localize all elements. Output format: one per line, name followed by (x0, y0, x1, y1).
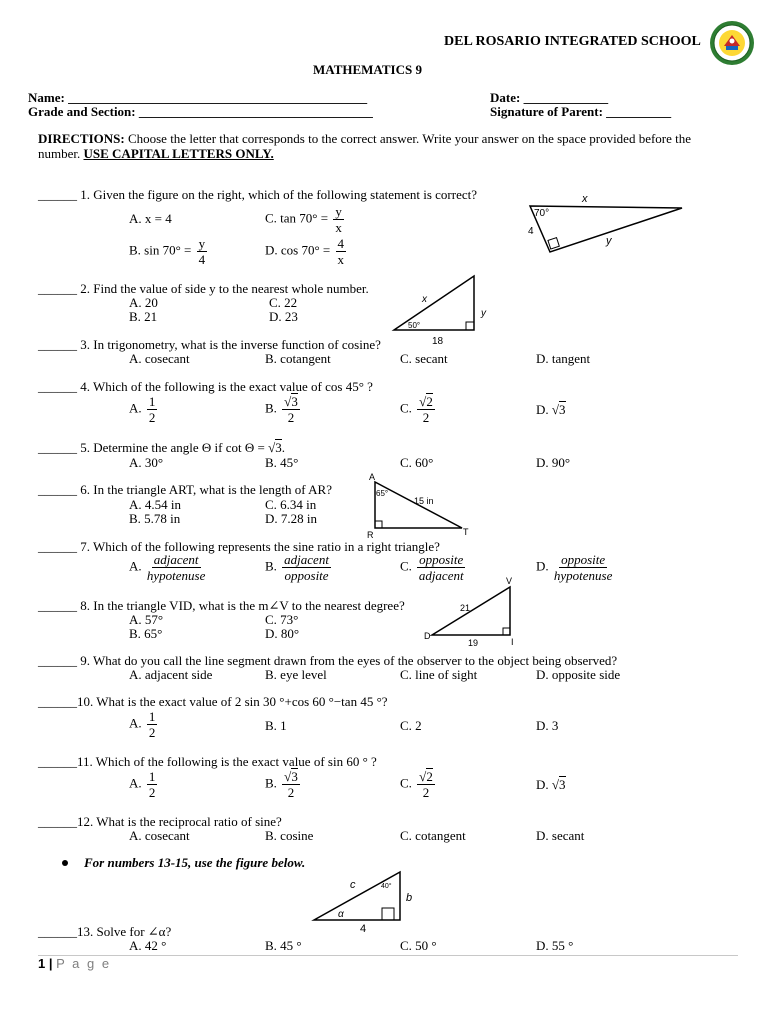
q6-label-t: T (463, 527, 469, 537)
q13-option-b: B. 45 ° (265, 938, 302, 953)
fig13-label-b: b (406, 892, 413, 904)
q7-option-c: C. $\frac{\text{opposite}}{\text{adjacent}}$ (400, 552, 464, 583)
question-2-stem: ______ 2. Find the value of side y to the nearest whole number. (38, 281, 369, 296)
q3-option-a: A. cosecant (129, 351, 190, 366)
q9-option-c: C. line of sight (400, 667, 478, 682)
q9-option-d: D. opposite side (536, 667, 621, 682)
q4-option-d: D. √3 (536, 402, 566, 417)
q1-label-side: 4 (528, 226, 534, 237)
q10-option-a: A. $\frac{1}{2}$ (129, 709, 156, 740)
directions-line-2: number. USE CAPITAL LETTERS ONLY. (38, 146, 274, 161)
q8-label-hyp: 21 (460, 603, 471, 613)
q8-label-d: D (424, 631, 431, 641)
q13-option-d: D. 55 ° (536, 938, 574, 953)
fig13-label-angle: 40° (381, 883, 392, 890)
q12-option-b: B. cosine (265, 828, 314, 843)
question-4-stem: ______ 4. Which of the following is the exact value of cos 45° ? (38, 379, 373, 394)
q5-option-b: B. 45° (265, 455, 299, 470)
q8-option-b: B. 65° (129, 626, 163, 641)
q3-option-b: B. cotangent (265, 351, 331, 366)
q6-label-r: R (367, 530, 374, 540)
q1-option-b: B. sin 70° = $\frac{y}{4}$ (129, 236, 206, 267)
q13-option-a: A. 42 ° (129, 938, 167, 953)
q8-option-d: D. 80° (265, 626, 300, 641)
q6-option-a: A. 4.54 in (129, 497, 181, 512)
q4-option-a: A. $\frac{1}{2}$ (129, 394, 156, 425)
q2-label-base: 18 (432, 336, 444, 347)
q2-option-c: C. 22 (269, 295, 298, 310)
q2-option-b: B. 21 (129, 309, 158, 324)
question-5-stem: ______ 5. Determine the angle Θ if cot Θ = √3. (38, 440, 285, 455)
grade-section-field: Grade and Section: ____________________________________ (28, 104, 373, 119)
fig13-label-c: c (350, 879, 356, 891)
question-7-stem: ______ 7. Which of the following represents the sine ratio in a right triangle? (38, 539, 440, 554)
q4-option-c: C. $\frac{√2}{2}$ (400, 394, 433, 425)
q6-option-d: D. 7.28 in (265, 511, 317, 526)
q6-triangle-figure (366, 472, 476, 540)
question-3-stem: ______ 3. In trigonometry, what is the inverse function of cosine? (38, 337, 381, 352)
q1-triangle-figure (520, 192, 690, 262)
q7-option-d: D. $\frac{\text{opposite}}{\text{hypotenuse}}$ (536, 552, 613, 583)
q12-option-c: C. cotangent (400, 828, 466, 843)
school-seal-logo (708, 20, 756, 66)
note-bullet (62, 860, 68, 866)
q5-option-d: D. 90° (536, 455, 571, 470)
question-1-stem: ______ 1. Given the figure on the right, which of the following statement is correct? (38, 187, 477, 202)
q8-label-i: I (511, 637, 514, 647)
q8-triangle-figure (422, 575, 522, 647)
q6-label-angle: 65° (376, 489, 389, 498)
q8-option-a: A. 57° (129, 612, 164, 627)
question-13-stem: ______13. Solve for ∠α? (38, 924, 172, 939)
q12-option-d: D. secant (536, 828, 585, 843)
q9-option-b: B. eye level (265, 667, 327, 682)
q1-option-a: A. x = 4 (129, 211, 172, 226)
q8-option-c: C. 73° (265, 612, 299, 627)
q1-option-d: D. cos 70° = $\frac{4}{x}$ (265, 236, 344, 267)
q8-label-base: 19 (468, 638, 479, 648)
subject-title: MATHEMATICS 9 (313, 62, 422, 77)
q10-option-c: C. 2 (400, 718, 422, 733)
question-10-stem: ______10. What is the exact value of 2 sin 30 °+cos 60 °−tan 45 °? (38, 694, 388, 709)
q2-option-d: D. 23 (269, 309, 298, 324)
q7-option-a: A. $\frac{\text{adjacent}}{\text{hypotenuse}}$ (129, 552, 206, 583)
page-footer: 1 | P a g e (38, 956, 112, 971)
q13-option-c: C. 50 ° (400, 938, 437, 953)
q3-option-c: C. secant (400, 351, 448, 366)
q12-option-a: A. cosecant (129, 828, 190, 843)
q6-option-b: B. 5.78 in (129, 511, 181, 526)
q2-label-angle: 50° (408, 321, 421, 330)
q7-option-b: B. $\frac{\text{adjacent}}{\text{opposite}}$ (265, 552, 329, 583)
q6-label-a: A (369, 472, 376, 482)
q2-label-y: y (481, 308, 486, 319)
q9-option-a: A. adjacent side (129, 667, 213, 682)
q11-option-b: B. $\frac{√3}{2}$ (265, 769, 298, 800)
q1-option-c: C. tan 70° = $\frac{y}{x}$ (265, 204, 342, 235)
q2-option-a: A. 20 (129, 295, 158, 310)
footer-divider (38, 955, 738, 956)
q6-option-c: C. 6.34 in (265, 497, 317, 512)
q1-label-x: x (582, 193, 588, 205)
directions-line-1: DIRECTIONS: Choose the letter that corresponds to the correct answer. Write your answer on the space provided before the (38, 131, 692, 146)
q11-option-a: A. $\frac{1}{2}$ (129, 769, 156, 800)
q10-option-b: B. 1 (265, 718, 287, 733)
fig13-label-base: 4 (360, 923, 367, 935)
question-6-stem: ______ 6. In the triangle ART, what is the length of AR? (38, 482, 332, 497)
date-field: Date: _____________ (490, 90, 609, 105)
parent-signature-field: Signature of Parent: __________ (490, 104, 672, 119)
question-12-stem: ______12. What is the reciprocal ratio of sine? (38, 814, 282, 829)
fig13-label-alpha: α (338, 909, 344, 920)
q11-option-c: C. $\frac{√2}{2}$ (400, 769, 433, 800)
q6-label-hyp: 15 in (414, 496, 434, 506)
q11-option-d: D. √3 (536, 777, 566, 792)
q13-triangle-figure (308, 868, 428, 936)
q4-option-b: B. $\frac{√3}{2}$ (265, 394, 298, 425)
school-name: DEL ROSARIO INTEGRATED SCHOOL (444, 34, 701, 49)
q5-option-c: C. 60° (400, 455, 434, 470)
q2-label-x: x (422, 294, 427, 305)
q1-label-y: y (606, 235, 612, 247)
q8-label-v: V (506, 576, 513, 586)
q1-label-angle: 70° (534, 208, 550, 219)
figure-note: For numbers 13-15, use the figure below. (84, 855, 306, 870)
question-8-stem: ______ 8. In the triangle VID, what is the m∠V to the nearest degree? (38, 598, 405, 613)
question-9-stem: ______ 9. What do you call the line segment drawn from the eyes of the observer to the object being observed? (38, 653, 618, 668)
question-11-stem: ______11. Which of the following is the exact value of sin 60 ° ? (38, 754, 377, 769)
q3-option-d: D. tangent (536, 351, 591, 366)
q10-option-d: D. 3 (536, 718, 559, 733)
q5-option-a: A. 30° (129, 455, 164, 470)
name-field: Name: ______________________________________________ (28, 90, 368, 105)
q2-triangle-figure (388, 272, 498, 348)
